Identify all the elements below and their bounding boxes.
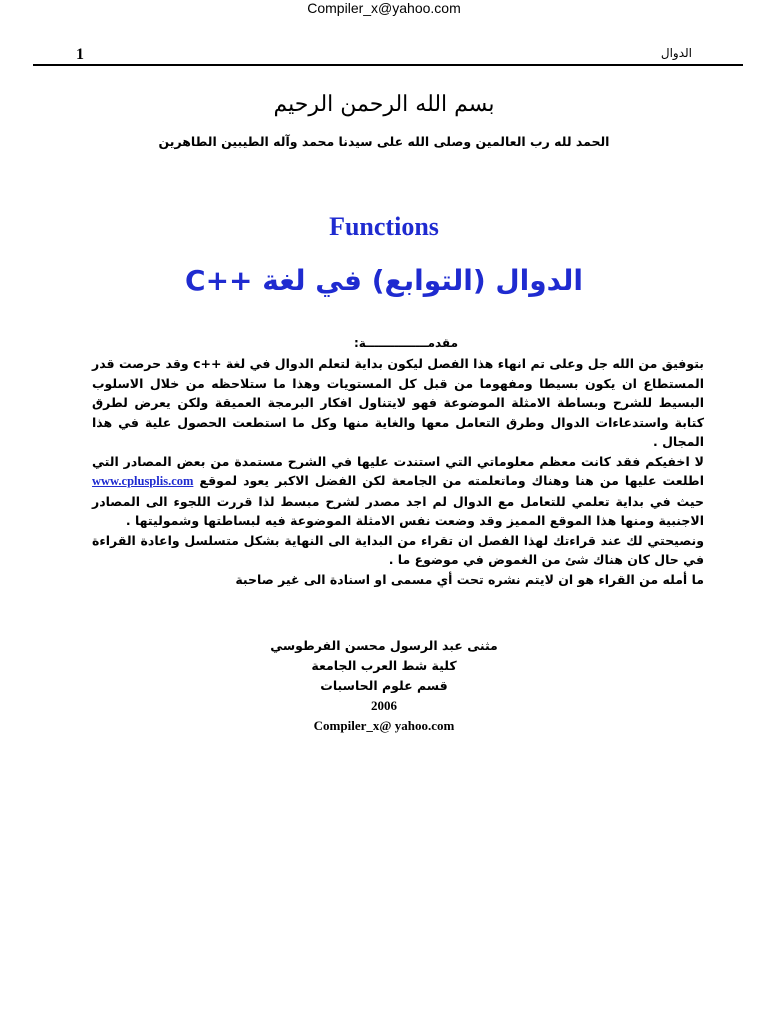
year: 2006 bbox=[371, 698, 397, 713]
paragraph-2-start: لا اخفيكم فقد كانت معظم معلوماتي التي استندت عليها في الشرح مستمدة من بعض المصادر التي اطلعت عليها من هنا وهناك وماتعلمته من الجامعة لكن الفضل الاكبر يعود لموقع bbox=[92, 453, 704, 488]
arabic-title: الدوال (التوابع) في لغة ++C bbox=[185, 264, 583, 297]
cplusplus-link[interactable]: www.cplusplis.com bbox=[92, 474, 194, 488]
signature-block bbox=[0, 636, 768, 736]
paragraph-2-end: حيث في بداية تعلمي للتعامل مع الدوال لم اجد مصدر لشرح مبسط لذا قررت اللجوء الى المصادر الاجنبية ومنها هذا الموقع المميز وقد وضعت نفس الامثلة الموضوعة فيه لبساطتها وشموليتها . bbox=[92, 493, 704, 528]
author-email: Compiler_x@ yahoo.com bbox=[313, 718, 455, 733]
intro-paragraph-3: ونصيحتي لك عند قراءتك لهذا الفصل ان تقراء من البداية الى النهاية بشكل متسلسل واعادة القراءة في حال كان هناك شئ من الغموض في موضوع ما . bbox=[92, 532, 704, 567]
running-header-title: الدوال bbox=[660, 46, 692, 60]
author-name: مثنى عبد الرسول محسن الفرطوسي bbox=[270, 638, 498, 653]
english-title: Functions bbox=[329, 212, 439, 241]
intro-paragraph-4: ما أمله من القراء هو ان لايتم نشره تحت أي مسمى او اسنادة الى غير صاحبة bbox=[235, 571, 704, 587]
praise-line: الحمد لله رب العالمين وصلى الله على سيدنا محمد وآله الطيبين الطاهرين bbox=[158, 134, 610, 149]
header-divider bbox=[33, 64, 743, 66]
intro-paragraph-1: بتوفيق من الله جل وعلى تم انهاء هذا الفصل ليكون بداية لتعلم الدوال في لغة ++c وقد حرصت قدر المستطاع ان يكون بسيطا ومفهوما من قبل كل المستويات وهذا ما ستلاحظه من خلال الاسلوب البسيط للشرح وبساطة الامثلة الموضوعة فهو لايتناول افكار البرمجة العميقة ولكن يعرض لطرق كتابة واستدعاءات الدوال وطرق التعامل معها والغاية منها وكل ما استطعت الحصول علية في هذا المجال . bbox=[92, 356, 704, 449]
header-email: Compiler_x@yahoo.com bbox=[307, 0, 461, 16]
basmala: بسم الله الرحمن الرحيم bbox=[273, 92, 495, 117]
intro-heading: مقدمـــــــــــــــة: bbox=[353, 336, 458, 350]
page-number: 1 bbox=[76, 46, 84, 63]
intro-body bbox=[92, 354, 704, 589]
college-name: كلية شط العرب الجامعة bbox=[311, 658, 457, 673]
intro-paragraph-2 bbox=[92, 452, 704, 531]
department-name: قسم علوم الحاسبات bbox=[320, 678, 448, 693]
